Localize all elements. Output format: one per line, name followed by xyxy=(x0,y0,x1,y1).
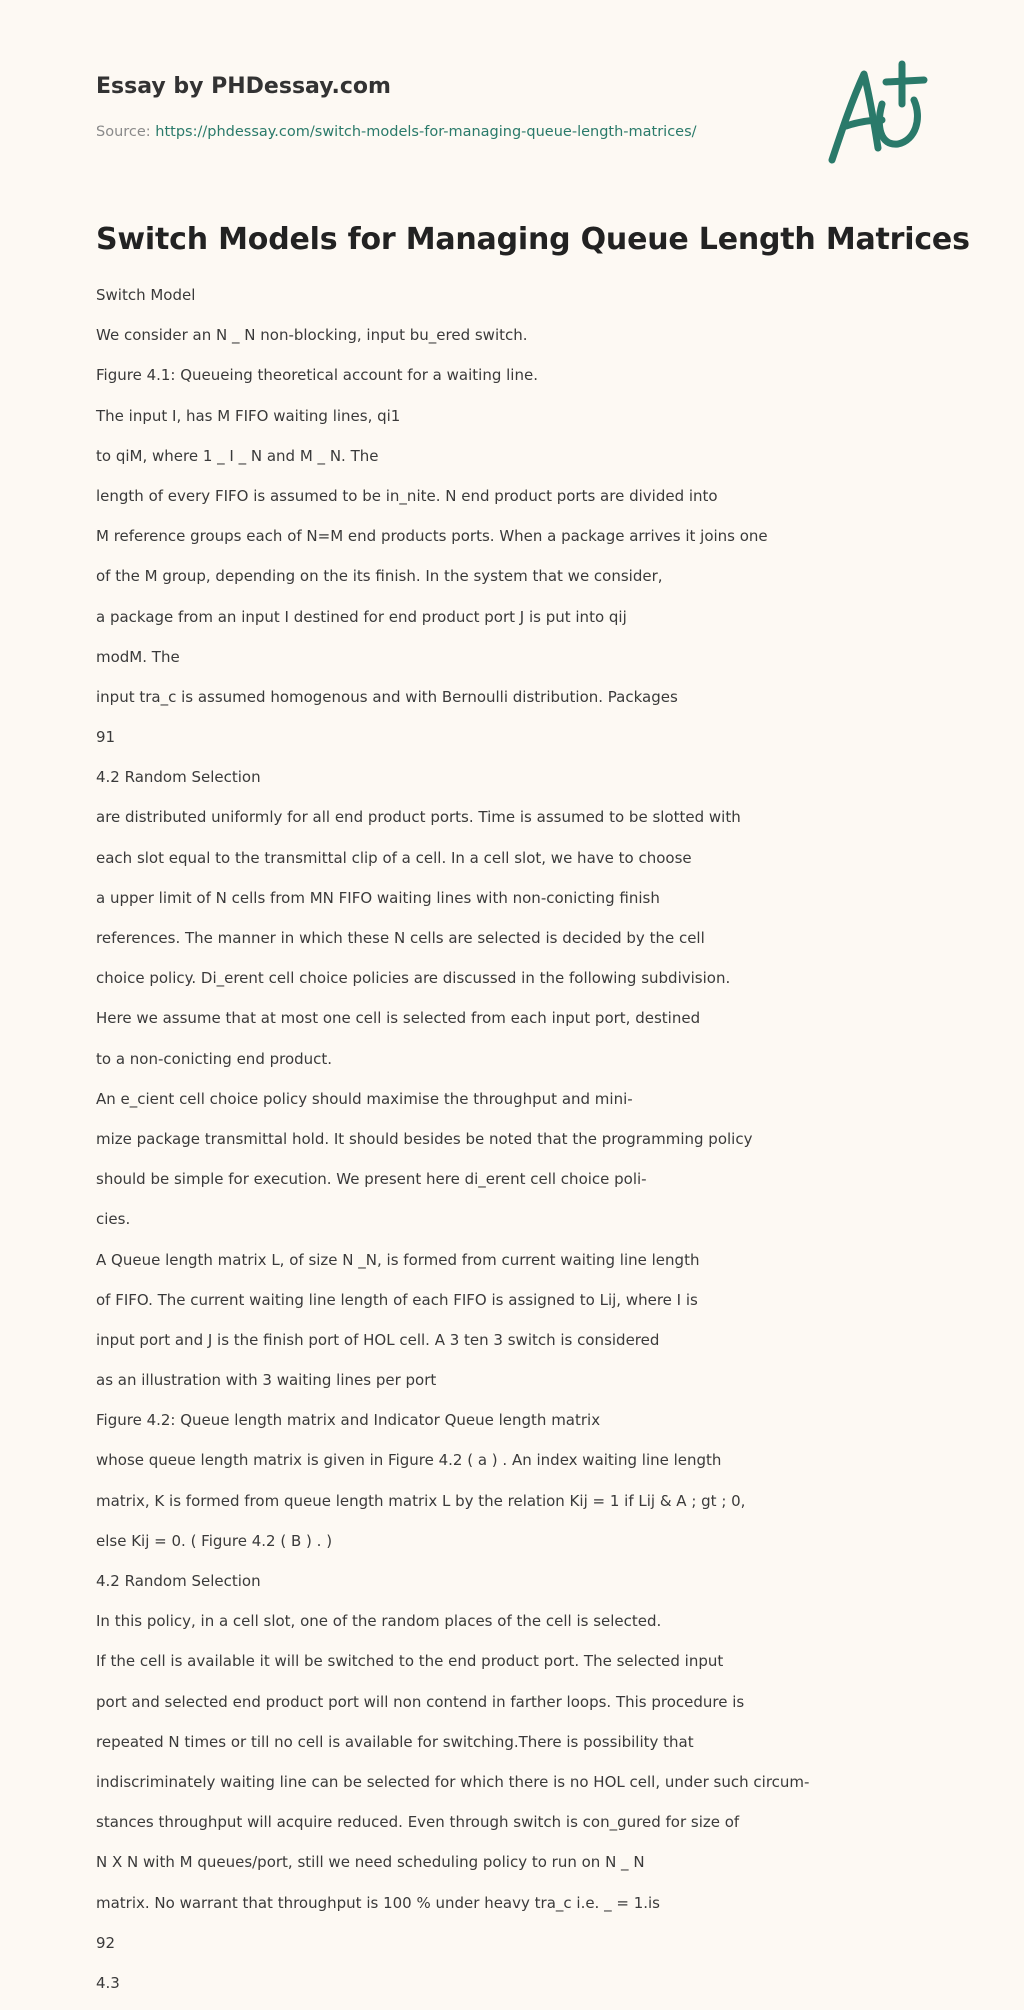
paragraph: each slot equal to the transmittal clip of a cell. In a cell slot, we have to choose xyxy=(96,848,692,867)
paragraph: 92 xyxy=(96,1933,116,1952)
paragraph: The input I, has M FIFO waiting lines, qi1 xyxy=(96,406,401,425)
paragraph: Figure 4.1: Queueing theoretical account for a waiting line. xyxy=(96,366,538,385)
paragraph: input tra_c is assumed homogenous and with Bernoulli distribution. Packages xyxy=(96,687,678,706)
paragraph: M reference groups each of N=M end products ports. When a package arrives it joins one xyxy=(96,527,768,546)
source-label: Source: xyxy=(96,124,156,140)
paragraph: If the cell is available it will be switched to the end product port. The selected input xyxy=(96,1652,724,1671)
paragraph: of the M group, depending on the its finish. In the system that we consider, xyxy=(96,567,663,586)
paragraph: of FIFO. The current waiting line length of each FIFO is assigned to Lij, where I is xyxy=(96,1290,698,1309)
paragraph: 91 xyxy=(96,728,116,747)
a-plus-logo-icon xyxy=(824,60,932,172)
paragraph: cies. xyxy=(96,1210,131,1229)
paragraph: a upper limit of N cells from MN FIFO waiting lines with non-conicting finish xyxy=(96,888,660,907)
paragraph: choice policy. Di_erent cell choice policies are discussed in the following subdivision. xyxy=(96,969,731,988)
paragraph: stances throughput will acquire reduced. Even through switch is con_gured for size of xyxy=(96,1813,740,1832)
paragraph: as an illustration with 3 waiting lines per port xyxy=(96,1371,437,1390)
paragraph: input port and J is the finish port of HOL cell. A 3 ten 3 switch is considered xyxy=(96,1330,660,1349)
paragraph: modM. The xyxy=(96,647,180,666)
paragraph: An e_cient cell choice policy should maximise the throughput and mini- xyxy=(96,1089,633,1108)
source-line xyxy=(96,124,697,140)
paragraph: Here we assume that at most one cell is selected from each input port, destined xyxy=(96,1009,701,1028)
paragraph: 4.2 Random Selection xyxy=(96,1572,261,1590)
source-link[interactable]: https://phdessay.com/switch-models-for-managing-queue-length-matrices/ xyxy=(155,124,697,140)
paragraph: A Queue length matrix L, of size N _N, is formed from current waiting line length xyxy=(96,1250,700,1269)
paragraph: matrix, K is formed from queue length matrix L by the relation Kij = 1 if Lij & A ; gt ; 0, xyxy=(96,1491,746,1510)
paragraph: whose queue length matrix is given in Figure 4.2 ( a ) . An index waiting line length xyxy=(96,1451,722,1470)
article-body xyxy=(96,282,936,2010)
paragraph: length of every FIFO is assumed to be in_nite. N end product ports are divided into xyxy=(96,486,718,505)
paragraph: port and selected end product port will non contend in farther loops. This procedure is xyxy=(96,1692,745,1711)
paragraph: repeated N times or till no cell is available for switching.There is possibility that xyxy=(96,1732,694,1751)
paragraph: are distributed uniformly for all end product ports. Time is assumed to be slotted with xyxy=(96,808,741,827)
paragraph: a package from an input I destined for end product port J is put into qij xyxy=(96,607,627,626)
site-header xyxy=(96,0,936,180)
paragraph: 4.3 xyxy=(96,1973,120,1992)
paragraph: to qiM, where 1 _ I _ N and M _ N. The xyxy=(96,446,379,465)
paragraph: We consider an N _ N non-blocking, input bu_ered switch. xyxy=(96,326,528,345)
paragraph: else Kij = 0. ( Figure 4.2 ( B ) . ) xyxy=(96,1531,333,1550)
paragraph: mize package transmittal hold. It should besides be noted that the programming policy xyxy=(96,1129,753,1148)
paragraph: N X N with M queues/port, still we need scheduling policy to run on N _ N xyxy=(96,1853,645,1872)
paragraph: should be simple for execution. We present here di_erent cell choice poli- xyxy=(96,1170,647,1189)
paragraph: Figure 4.2: Queue length matrix and Indicator Queue length matrix xyxy=(96,1411,601,1430)
paragraph: indiscriminately waiting line can be selected for which there is no HOL cell, under such circum- xyxy=(96,1772,810,1791)
paragraph: references. The manner in which these N cells are selected is decided by the cell xyxy=(96,929,705,947)
paragraph: Switch Model xyxy=(96,286,196,304)
brand-title: Essay by PHDessay.com xyxy=(96,74,391,99)
paragraph: 4.2 Random Selection xyxy=(96,768,261,787)
paragraph: to a non-conicting end product. xyxy=(96,1049,333,1068)
paragraph: matrix. No warrant that throughput is 100 % under heavy tra_c i.e. _ = 1.is xyxy=(96,1893,660,1912)
paragraph: In this policy, in a cell slot, one of the random places of the cell is selected. xyxy=(96,1612,662,1631)
article-title: Switch Models for Managing Queue Length Matrices xyxy=(96,222,970,257)
